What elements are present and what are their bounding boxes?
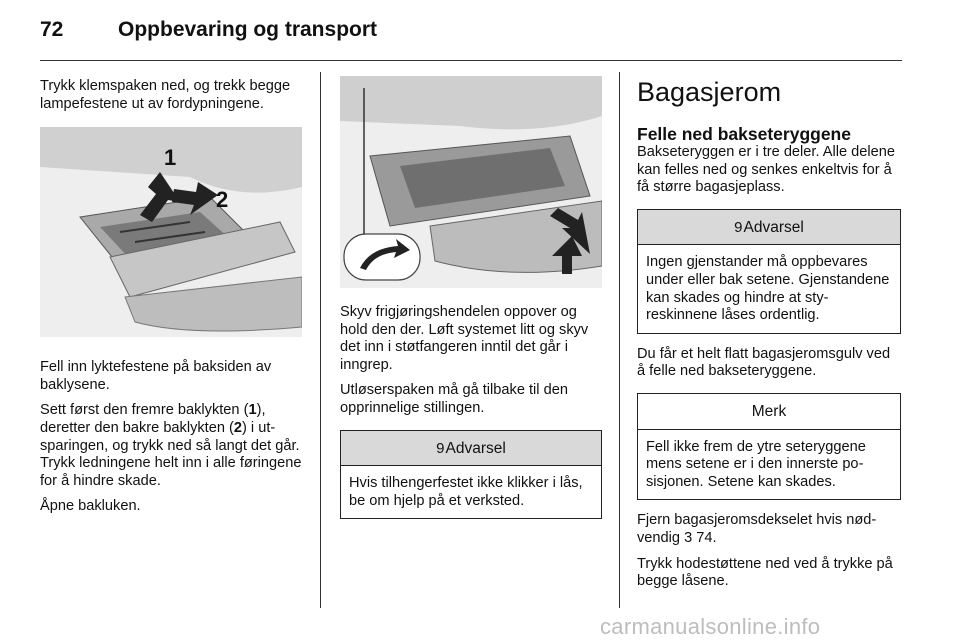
- instruction-paragraph: Sett først den fremre baklykten (1), deretter den bakre baklykten (2) i utsparingen, og trykk ned så langt det går. Trykk ledningene helt inn i alle føringene for å hindre skade.: [40, 402, 302, 489]
- warning-text: Ingen gjenstander må oppbevares under eller bak setene. Gjenstandene kan skades og hindre at styreskinnene låses ordentlig.: [646, 254, 890, 324]
- figure-callout-1: 1: [164, 145, 177, 171]
- carrier-illustration: [340, 76, 602, 288]
- warning-icon: 9: [436, 439, 445, 457]
- warning-text: Hvis tilhengerfestet ikke klikker i lås, be om hjelp på et verksted.: [349, 475, 583, 509]
- instruction-paragraph: Åpne bakluken.: [40, 498, 141, 515]
- column-divider-1: [320, 72, 321, 608]
- warning-header: 9Advarsel: [638, 210, 900, 246]
- warning-header: 9Advarsel: [341, 431, 601, 467]
- instruction-paragraph: Trykk klemspaken ned, og trekk begge lampefestene ut av fordypningene.: [40, 78, 291, 112]
- tail-light-figure: [40, 127, 302, 337]
- header-rule: [40, 60, 902, 61]
- watermark: carmanualsonline.info: [600, 614, 821, 639]
- instruction-paragraph: Fell inn lyktefestene på baksiden av baklysene.: [40, 359, 272, 393]
- instruction-paragraph: Du får et helt flatt bagasjeromsgulv ved å felle ned bakseteryggene.: [637, 345, 891, 380]
- column-2: [340, 76, 602, 531]
- column-divider-2: [619, 72, 620, 608]
- instruction-paragraph: Fjern bagasjeromsdekselet hvis nødvendig 3 74.: [637, 512, 877, 546]
- section-heading: Bagasjerom: [637, 77, 782, 107]
- page-number: 72: [40, 18, 64, 41]
- note-header: Merk: [638, 394, 900, 430]
- instruction-paragraph: Trykk hodestøttene ned ved å trykke på begge låsene.: [637, 555, 893, 590]
- note-box: [637, 393, 901, 500]
- column-3: [637, 76, 901, 599]
- page-title: Oppbevaring og transport: [118, 18, 378, 41]
- page-reference-icon: 3: [684, 529, 693, 546]
- tail-light-illustration: [40, 127, 302, 337]
- warning-box: [340, 430, 602, 520]
- instruction-paragraph: Skyv frigjøringshendelen oppover og hold den der. Løft systemet litt og skyv det inn i støtfangeren inntil det går i inngrep.: [340, 304, 589, 373]
- note-text: Fell ikke frem de ytre seteryggene mens setene er i den innerste posisjonen. Setene kan skades.: [646, 438, 866, 490]
- page-header: [40, 14, 902, 54]
- warning-box: [637, 209, 901, 334]
- subsection-heading: Felle ned bakseteryggene: [637, 124, 851, 144]
- figure-callout-2: 2: [216, 187, 229, 213]
- carrier-figure: [340, 76, 602, 288]
- column-1: [40, 78, 305, 524]
- instruction-paragraph: Utløserspaken må gå tilbake til den opprinnelige stillingen.: [340, 382, 568, 416]
- instruction-paragraph: Bakseteryggen er i tre deler. Alle delene kan felles ned og senkes enkeltvis for å få større bagasjeplass.: [637, 144, 895, 196]
- warning-icon: 9: [734, 218, 743, 236]
